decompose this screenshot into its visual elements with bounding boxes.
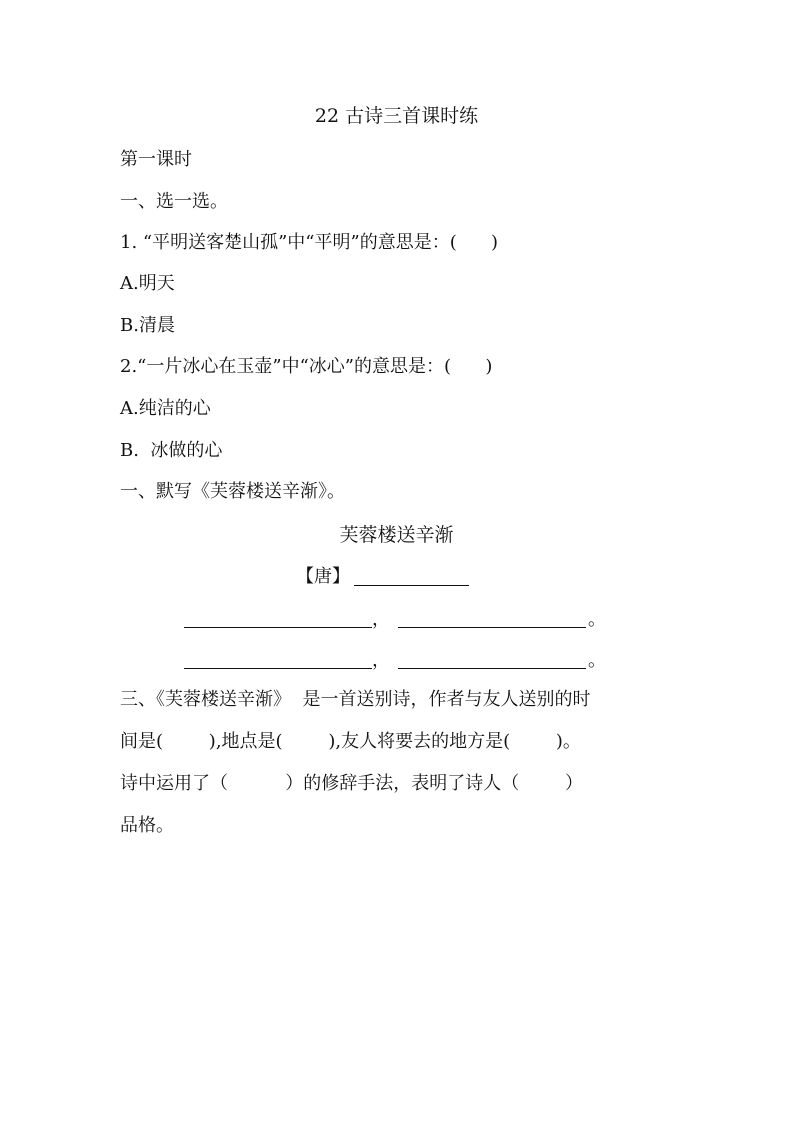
question-1-option-a: A.明天 bbox=[120, 273, 175, 294]
verse-comma-2: ， bbox=[372, 650, 390, 671]
question-2-option-a: A.纯洁的心 bbox=[120, 398, 211, 419]
question-1-option-b: B.清晨 bbox=[120, 315, 175, 336]
section3-line-1: 三、《芙蓉楼送辛渐》 是一首送别诗，作者与友人送别的时 bbox=[120, 689, 591, 710]
verse-blank-1[interactable] bbox=[184, 607, 372, 628]
verse-blank-2[interactable] bbox=[398, 607, 586, 628]
poem-title: 芙蓉楼送辛渐 bbox=[339, 524, 454, 546]
page-title: 22 古诗三首课时练 bbox=[314, 105, 479, 127]
verse-period-1: 。 bbox=[588, 609, 606, 630]
verse-blank-4[interactable] bbox=[398, 648, 586, 669]
verse-blank-3[interactable] bbox=[184, 648, 372, 669]
author-blank[interactable] bbox=[354, 565, 469, 586]
question-2-stem: 2.“一片冰心在玉壶”中“冰心”的意思是：( ) bbox=[120, 356, 493, 377]
section1-heading: 一、选一选。 bbox=[120, 191, 228, 212]
verse-row-2 bbox=[184, 648, 608, 672]
verse-period-2: 。 bbox=[588, 650, 606, 671]
verse-row-1 bbox=[184, 607, 608, 631]
question-1-stem: 1. “平明送客楚山孤”中“平明”的意思是：( ) bbox=[120, 232, 499, 253]
lesson-label: 第一课时 bbox=[120, 149, 192, 170]
dynasty-label: 【唐】 bbox=[296, 566, 350, 587]
verse-comma-1: ， bbox=[372, 609, 390, 630]
question-2-option-b: B. 冰做的心 bbox=[120, 440, 223, 461]
section3-line-2: 间是( ),地点是( ),友人将要去的地方是( )。 bbox=[120, 731, 581, 752]
section3-line-4: 品格。 bbox=[120, 815, 174, 836]
section3-line-3: 诗中运用了（ ）的修辞手法，表明了诗人（ ） bbox=[120, 773, 583, 794]
author-row bbox=[296, 564, 469, 588]
section2-heading: 一、默写《芙蓉楼送辛渐》。 bbox=[120, 481, 345, 502]
